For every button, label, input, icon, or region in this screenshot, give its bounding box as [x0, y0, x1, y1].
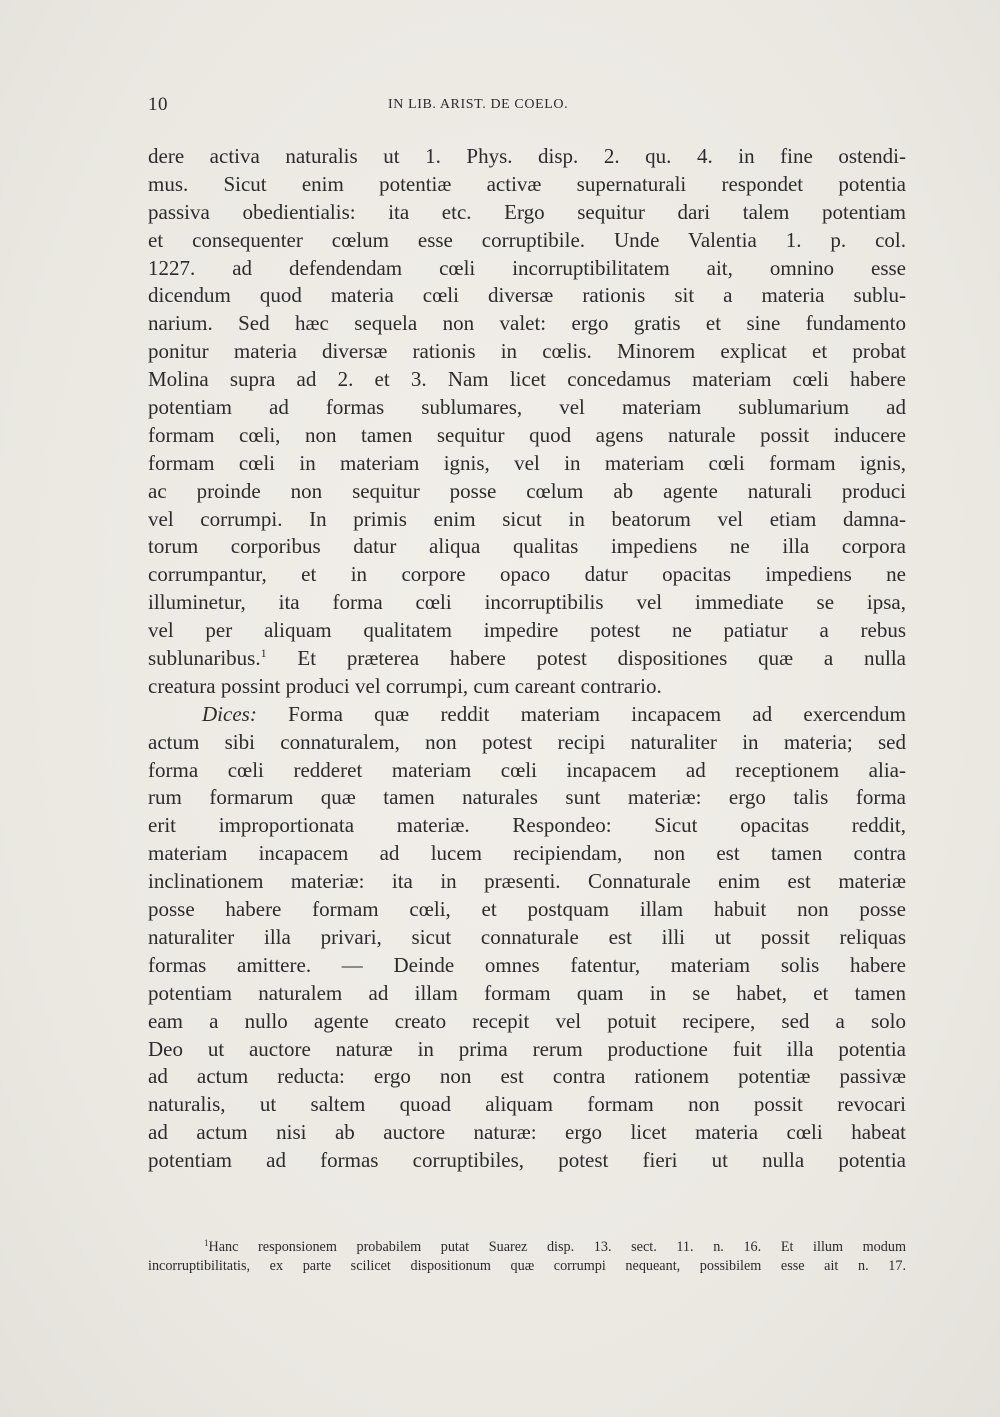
line-text: Forma quæ reddit materiam incapacem ad exercendum	[256, 701, 906, 726]
text-line: vel per aliquam qualitatem impedire potest ne patiatur a rebus	[148, 618, 906, 643]
text-line-with-footnote-ref	[148, 645, 906, 673]
footnote-text: Hanc responsionem probabilem putat Suarez disp. 13. sect. 11. n. 16. Et illum modum	[208, 1239, 906, 1255]
main-text	[148, 143, 906, 1175]
text-line: potentiam ad formas sublumares, vel materiam sublumarium ad	[148, 395, 906, 420]
text-line: ad actum reducta: ergo non est contra rationem potentiæ passivæ	[148, 1064, 906, 1089]
text-line: vel corrumpi. In primis enim sicut in beatorum vel etiam damna-	[148, 506, 906, 531]
text-line: narium. Sed hæc sequela non valet: ergo gratis et sine fundamento	[148, 311, 906, 336]
text-line: inclinationem materiæ: ita in præsenti. Connaturale enim est materiæ	[148, 869, 906, 894]
text-line: potentiam naturalem ad illam formam quam in se habet, et tamen	[148, 980, 906, 1005]
text-line: dicendum quod materia cœli diversæ rationis sit a materia sublu-	[148, 283, 906, 308]
text-line: materiam incapacem ad lucem recipiendam, non est tamen contra	[148, 841, 906, 866]
footnote-line: incorruptibilitatis, ex parte scilicet dispositionum quæ corrumpi nequeant, possibilem esse ait n. 17.	[148, 1258, 906, 1274]
text-line: posse habere formam cœli, et postquam illam habuit non posse	[148, 897, 906, 922]
line-text: Et præterea habere potest dispositiones quæ a nulla	[266, 646, 906, 671]
text-line: corrumpantur, et in corpore opaco datur opacitas impediens ne	[148, 562, 906, 587]
text-line: Molina supra ad 2. et 3. Nam licet concedamus materiam cœli habere	[148, 367, 906, 392]
italic-word: Dices:	[202, 701, 257, 726]
text-line: naturalis, ut saltem quoad aliquam formam non possit revocari	[148, 1092, 906, 1117]
text-line: ad actum nisi ab auctore naturæ: ergo licet materia cœli habeat	[148, 1120, 906, 1145]
footnote	[148, 1238, 906, 1276]
text-line: forma cœli redderet materiam cœli incapacem ad receptionem alia-	[148, 757, 906, 782]
footnote-reference: 1	[260, 646, 267, 661]
text-line: 1227. ad defendendam cœli incorruptibilitatem ait, omnino esse	[148, 255, 906, 280]
page-number: 10	[148, 94, 168, 115]
footnote-marker: 1	[204, 1238, 209, 1248]
text-line: torum corporibus datur aliqua qualitas impediens ne illa corpora	[148, 534, 906, 559]
text-line: passiva obedientialis: ita etc. Ergo sequitur dari talem potentiam	[148, 199, 906, 224]
text-line: erit improportionata materiæ. Respondeo: Sicut opacitas reddit,	[148, 813, 906, 838]
text-line: naturaliter illa privari, sicut connaturale est illi ut possit reliquas	[148, 924, 906, 949]
footnote-line	[148, 1238, 906, 1257]
line-text: sublunaribus.	[148, 646, 261, 671]
page-header	[148, 94, 908, 118]
text-line: mus. Sicut enim potentiæ activæ supernaturali respondet potentia	[148, 171, 906, 196]
text-line: illuminetur, ita forma cœli incorruptibilis vel immediate se ipsa,	[148, 590, 906, 615]
text-line: eam a nullo agente creato recepit vel potuit recipere, sed a solo	[148, 1008, 906, 1033]
text-line: Deo ut auctore naturæ in prima rerum productione fuit illa potentia	[148, 1036, 906, 1061]
text-line: dere activa naturalis ut 1. Phys. disp. 2. qu. 4. in fine ostendi-	[148, 144, 906, 168]
running-title: IN LIB. ARIST. DE COELO.	[388, 97, 569, 112]
paragraph-end-line: creatura possint produci vel corrumpi, cum careant contrario.	[148, 673, 662, 698]
text-line: formam cœli, non tamen sequitur quod agens naturale possit inducere	[148, 422, 906, 447]
text-line: actum sibi connaturalem, non potest recipi naturaliter in materia; sed	[148, 729, 906, 754]
text-line: ac proinde non sequitur posse cœlum ab agente naturali produci	[148, 478, 906, 503]
text-line: formam cœli in materiam ignis, vel in materiam cœli formam ignis,	[148, 450, 906, 475]
paragraph-start-line	[148, 701, 906, 729]
text-line: ponitur materia diversæ rationis in cœlis. Minorem explicat et probat	[148, 339, 906, 364]
text-line: potentiam ad formas corruptibiles, potest fieri ut nulla potentia	[148, 1148, 906, 1173]
text-line: rum formarum quæ tamen naturales sunt materiæ: ergo talis forma	[148, 785, 906, 810]
text-line: et consequenter cœlum esse corruptibile. Unde Valentia 1. p. col.	[148, 227, 906, 252]
text-line: formas amittere. — Deinde omnes fatentur, materiam solis habere	[148, 952, 906, 977]
